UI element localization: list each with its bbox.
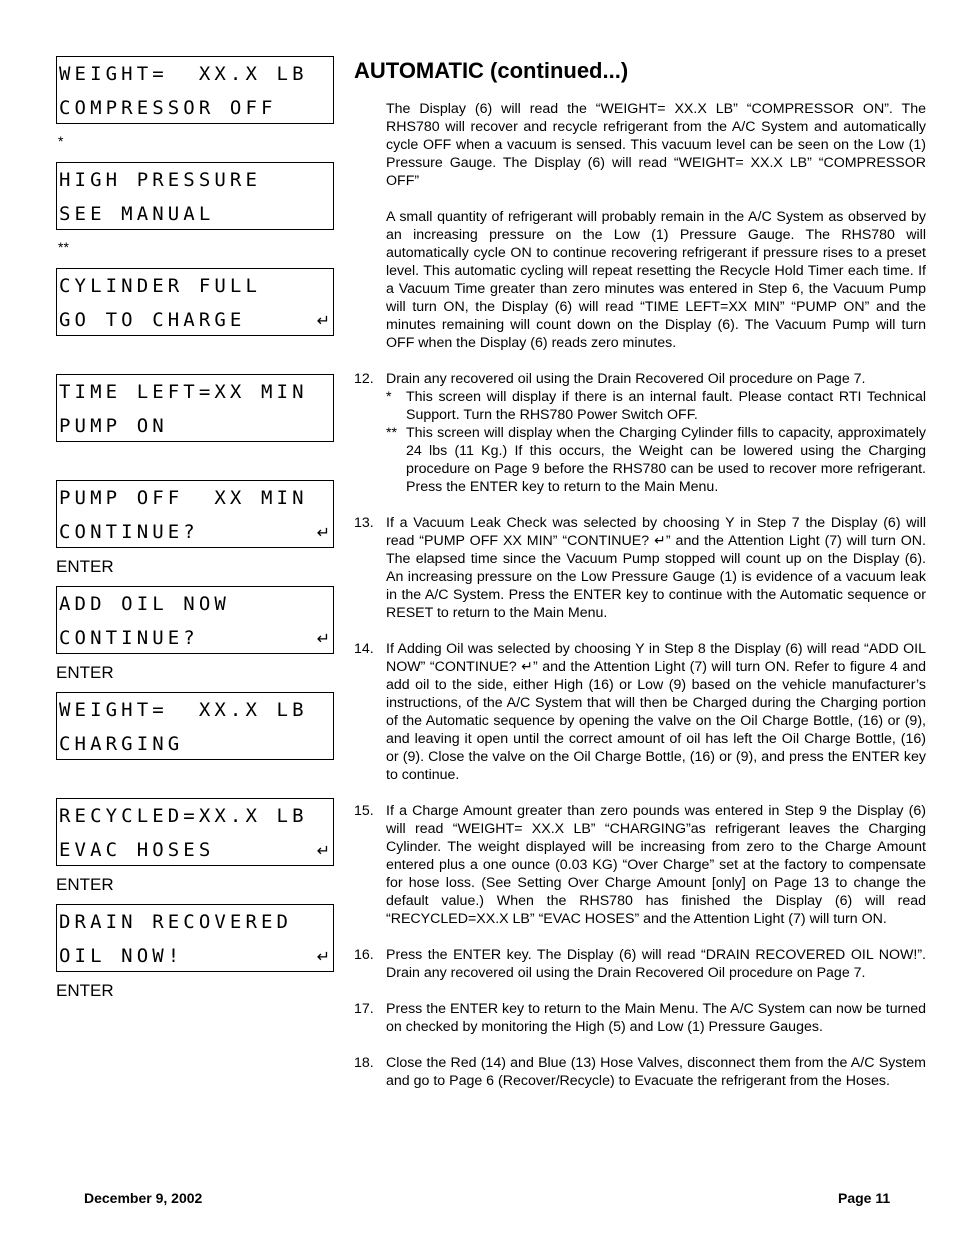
footer-page-number: Page 11 (838, 1190, 891, 1206)
note-item (354, 424, 926, 496)
step-item (354, 640, 926, 784)
lcd-line: DRAIN RECOVERED (59, 911, 293, 933)
note-text: This screen will display if there is an internal fault. Please contact RTI Technical Support. Turn the RHS780 Power Switch OFF. (406, 389, 926, 423)
note-mark: * (386, 389, 392, 405)
step-item (354, 946, 926, 982)
lcd-text: CONTINUE? (59, 521, 199, 543)
paragraph-text: The Display (6) will read the “WEIGHT= XX.X LB” “COMPRESSOR ON”. The RHS780 will recover and recycle refrigerant from the A/C System and automatically cycle OFF when a vacuum is sensed. This vacuum level can be seen on the Low (1) Pressure Gauge. The Display (6) will read “WEIGHT= XX.X LB” “COMPRESSOR OFF” (386, 101, 926, 189)
step-number: 18. (354, 1055, 374, 1071)
lcd-line: SEE MANUAL (59, 203, 215, 225)
step-text: Press the ENTER key. The Display (6) will read “DRAIN RECOVERED OIL NOW!”. Drain any recovered oil using the Drain Recovered Oil procedure on Page 7. (386, 947, 926, 981)
text-column (354, 56, 926, 1108)
lcd-column (56, 56, 336, 1010)
lcd-display-weight-compressor-off (56, 56, 334, 124)
step-text: If Adding Oil was selected by choosing Y in Step 8 the Display (6) will read “ADD OIL NOW” “CONTINUE? ↵” and the Attention Light (7) will turn ON. Refer to figure 4 and add oil to the side, either High (16) or Low (9) based on the vehicle manufacturer’s instructions, of the A/C System that will then be Charged during the Charging portion of the Automatic sequence by opening the valve on the Oil Charge Bottle, (16) or (9), and leaving it open until the correct amount of oil has left the Oil Charge Bottle, (16) or (9). Close the valve on the Oil Charge Bottle, (16) or (9), and press the ENTER key to continue. (386, 641, 926, 783)
lcd-line: RECYCLED=XX.X LB (59, 805, 308, 827)
lcd-text: EVAC HOSES (59, 839, 215, 861)
enter-arrow-icon: ↵ (316, 947, 330, 966)
lcd-text: GO TO CHARGE (59, 309, 246, 331)
lcd-line: HIGH PRESSURE (59, 169, 262, 191)
note-text: This screen will display when the Charging Cylinder fills to capacity, approximately 24 lbs (11 Kg.) If this occurs, the Weight can be lowered using the Charging procedure on Page 9 before the RHS780 can be used to recover more refrigerant. Press the ENTER key to return to the Main Menu. (406, 425, 926, 495)
step-number: 15. (354, 803, 374, 819)
step-text: If a Vacuum Leak Check was selected by choosing Y in Step 7 the Display (6) will read “PUMP OFF XX MIN” “CONTINUE? ↵” and the Attention Light (7) will turn ON. The elapsed time since the Vacuum Pump stopped will count up on the Display (6). An increasing pressure on the Low Pressure Gauge (1) is evidence of a vacuum leak in the A/C System. Press the ENTER key to continue with the Automatic sequence or RESET to return to the Main Menu. (386, 515, 926, 621)
footnote-mark: * (58, 133, 64, 149)
paragraph-text: A small quantity of refrigerant will probably remain in the A/C System as observed by an increasing pressure on the Low (1) Pressure Gauge. The RHS780 will automatically cycle ON to continue recovering refrigerant if pressure rises to a preset level. This automatic cycling will repeat resetting the Recycle Hold Timer each time. If a Vacuum Time greater than zero minutes was entered in Step 6, the Vacuum Pump will turn ON, the Display (6) will read “TIME LEFT=XX MIN” “PUMP ON” and the minutes remaining will count down on the Display (6). The Vacuum Pump will turn OFF when the Display (6) reads zero minutes. (386, 209, 926, 351)
paragraph (386, 100, 926, 190)
lcd-line: PUMP OFF XX MIN (59, 487, 308, 509)
lcd-line: WEIGHT= XX.X LB (59, 63, 308, 85)
step-number: 16. (354, 947, 374, 963)
enter-label: ENTER (56, 875, 114, 894)
lcd-display-drain-oil (56, 904, 334, 972)
lcd-line: CHARGING (59, 733, 184, 755)
step-item (354, 1000, 926, 1036)
lcd-line: PUMP ON (59, 415, 168, 437)
step-text: If a Charge Amount greater than zero pounds was entered in Step 9 the Display (6) will read “WEIGHT= XX.X LB” “CHARGING”as refrigerant leaves the Charging Cylinder. The weight displayed will be increasing from zero to the Charge Amount entered plus a one ounce (0.03 KG) “Over Charge” set at the factory to compensate for hose loss. (See Setting Over Charge Amount [only] on Page 13 to change the default value.) When the RHS780 has finished the Display (6) will read “RECYCLED=XX.X LB” “EVAC HOSES” and the Attention Light (7) will turn ON. (386, 803, 926, 927)
lcd-display-recycled (56, 798, 334, 866)
lcd-line (57, 621, 333, 655)
enter-label: ENTER (56, 663, 114, 682)
enter-arrow-icon: ↵ (316, 311, 330, 330)
step-text: Close the Red (14) and Blue (13) Hose Valves, disconnect them from the A/C System and go to Page 6 (Recover/Recycle) to Evacuate the refrigerant from the Hoses. (386, 1055, 926, 1089)
note-item (354, 388, 926, 424)
step-text: Drain any recovered oil using the Drain Recovered Oil procedure on Page 7. (386, 371, 866, 387)
step-item (354, 514, 926, 622)
footnote-mark: ** (58, 239, 69, 255)
lcd-line: CYLINDER FULL (59, 275, 262, 297)
lcd-display-pump-off (56, 480, 334, 548)
enter-arrow-icon: ↵ (316, 523, 330, 542)
step-number: 12. (354, 371, 374, 387)
lcd-text: OIL NOW! (59, 945, 184, 967)
footer-date: December 9, 2002 (84, 1190, 203, 1206)
step-number: 14. (354, 641, 374, 657)
lcd-display-cylinder-full (56, 268, 334, 336)
step-item (354, 1054, 926, 1090)
lcd-line (57, 515, 333, 549)
lcd-line (57, 303, 333, 337)
lcd-line: ADD OIL NOW (59, 593, 230, 615)
lcd-line: WEIGHT= XX.X LB (59, 699, 308, 721)
lcd-display-time-left (56, 374, 334, 442)
lcd-line (57, 833, 333, 867)
step-text: Press the ENTER key to return to the Main Menu. The A/C System can now be turned on checked by monitoring the High (5) and Low (1) Pressure Gauges. (386, 1001, 926, 1035)
enter-arrow-icon: ↵ (316, 841, 330, 860)
enter-arrow-icon: ↵ (316, 629, 330, 648)
note-mark: ** (386, 425, 398, 441)
section-heading: AUTOMATIC (continued...) (354, 58, 629, 83)
lcd-display-charging (56, 692, 334, 760)
lcd-display-add-oil (56, 586, 334, 654)
enter-label: ENTER (56, 981, 114, 1000)
enter-label: ENTER (56, 557, 114, 576)
paragraph (386, 208, 926, 352)
step-item (354, 370, 926, 496)
lcd-line: COMPRESSOR OFF (59, 97, 277, 119)
step-item (354, 802, 926, 928)
lcd-display-high-pressure (56, 162, 334, 230)
step-number: 17. (354, 1001, 374, 1017)
step-number: 13. (354, 515, 374, 531)
lcd-text: CONTINUE? (59, 627, 199, 649)
lcd-line (57, 939, 333, 973)
lcd-line: TIME LEFT=XX MIN (59, 381, 308, 403)
